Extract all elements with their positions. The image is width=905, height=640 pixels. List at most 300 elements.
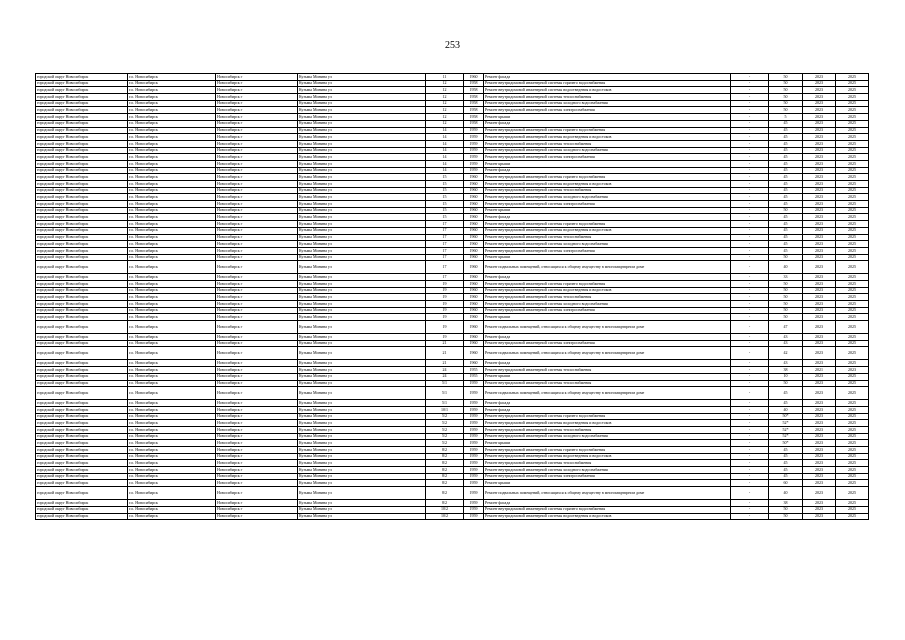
value-cell: 45 <box>769 227 803 234</box>
locality-cell: Новосибирск г <box>216 80 298 87</box>
build-year-cell: 1959 <box>464 160 484 167</box>
street-cell: Кузьмы Минина ул <box>298 420 426 427</box>
dash-cell: - <box>731 373 769 380</box>
table-row <box>36 420 869 427</box>
settlement-cell: г.о. Новосибирск <box>128 194 216 201</box>
settlement-cell: г.о. Новосибирск <box>128 413 216 420</box>
table-row <box>36 87 869 94</box>
locality-cell: Новосибирск г <box>216 194 298 201</box>
settlement-cell: г.о. Новосибирск <box>128 400 216 407</box>
build-year-cell: 1959 <box>464 387 484 400</box>
work-type-cell: Ремонт внутридомовой инженерной системы электроснабжения <box>484 154 731 161</box>
table-row <box>36 147 869 154</box>
table-row <box>36 301 869 308</box>
value-cell: 50* <box>769 413 803 420</box>
municipality-cell: городской округ Новосибирск <box>36 167 128 174</box>
build-year-cell: 1959 <box>464 500 484 507</box>
street-cell: Кузьмы Минина ул <box>298 426 426 433</box>
table-row <box>36 247 869 254</box>
table-row <box>36 400 869 407</box>
value-cell: 52* <box>769 433 803 440</box>
settlement-cell: г.о. Новосибирск <box>128 334 216 341</box>
table-row <box>36 467 869 474</box>
locality-cell: Новосибирск г <box>216 167 298 174</box>
municipality-cell: городской округ Новосибирск <box>36 127 128 134</box>
end-year-cell: 2025 <box>836 506 869 513</box>
dash-cell: - <box>731 487 769 500</box>
street-cell: Кузьмы Минина ул <box>298 120 426 127</box>
dash-cell: - <box>731 473 769 480</box>
end-year-cell: 2025 <box>836 100 869 107</box>
locality-cell: Новосибирск г <box>216 467 298 474</box>
build-year-cell: 1960 <box>464 207 484 214</box>
start-year-cell: 2023 <box>803 234 836 241</box>
table-row <box>36 367 869 374</box>
value-cell: 45 <box>769 120 803 127</box>
build-year-cell: 1960 <box>464 227 484 234</box>
work-type-cell: Ремонт внутридомовой инженерной системы электроснабжения <box>484 201 731 208</box>
build-year-cell: 1958 <box>464 107 484 114</box>
settlement-cell: г.о. Новосибирск <box>128 420 216 427</box>
locality-cell: Новосибирск г <box>216 147 298 154</box>
start-year-cell: 2023 <box>803 373 836 380</box>
end-year-cell: 2025 <box>836 80 869 87</box>
street-cell: Кузьмы Минина ул <box>298 380 426 387</box>
work-type-cell: Ремонт внутридомовой инженерной системы холодного водоснабжения <box>484 100 731 107</box>
street-cell: Кузьмы Минина ул <box>298 274 426 281</box>
work-type-cell: Ремонт фасада <box>484 360 731 367</box>
build-year-cell: 1960 <box>464 360 484 367</box>
dash-cell: - <box>731 127 769 134</box>
locality-cell: Новосибирск г <box>216 294 298 301</box>
dash-cell: - <box>731 114 769 121</box>
locality-cell: Новосибирск г <box>216 214 298 221</box>
street-cell: Кузьмы Минина ул <box>298 261 426 274</box>
house-number-cell: 19 <box>426 294 464 301</box>
work-type-cell: Ремонт внутридомовой инженерной системы электроснабжения <box>484 473 731 480</box>
table-row <box>36 207 869 214</box>
locality-cell: Новосибирск г <box>216 174 298 181</box>
house-number-cell: 10/2 <box>426 506 464 513</box>
locality-cell: Новосибирск г <box>216 74 298 81</box>
dash-cell: - <box>731 433 769 440</box>
build-year-cell: 1959 <box>464 400 484 407</box>
value-cell: 50 <box>769 80 803 87</box>
table-row <box>36 80 869 87</box>
end-year-cell: 2025 <box>836 254 869 261</box>
settlement-cell: г.о. Новосибирск <box>128 406 216 413</box>
value-cell: 60 <box>769 480 803 487</box>
build-year-cell: 1960 <box>464 214 484 221</box>
municipality-cell: городской округ Новосибирск <box>36 473 128 480</box>
locality-cell: Новосибирск г <box>216 94 298 101</box>
dash-cell: - <box>731 314 769 321</box>
street-cell: Кузьмы Минина ул <box>298 107 426 114</box>
locality-cell: Новосибирск г <box>216 287 298 294</box>
municipality-cell: городской округ Новосибирск <box>36 201 128 208</box>
settlement-cell: г.о. Новосибирск <box>128 174 216 181</box>
end-year-cell: 2023 <box>836 367 869 374</box>
start-year-cell: 2023 <box>803 307 836 314</box>
house-number-cell: 5/2 <box>426 413 464 420</box>
table-row <box>36 134 869 141</box>
build-year-cell: 1960 <box>464 307 484 314</box>
value-cell: 45 <box>769 201 803 208</box>
value-cell: 40 <box>769 406 803 413</box>
work-type-cell: Ремонт внутридомовой инженерной системы теплоснабжения <box>484 234 731 241</box>
value-cell: 50 <box>769 294 803 301</box>
settlement-cell: г.о. Новосибирск <box>128 340 216 347</box>
table-row <box>36 506 869 513</box>
locality-cell: Новосибирск г <box>216 447 298 454</box>
dash-cell: - <box>731 234 769 241</box>
end-year-cell: 2025 <box>836 280 869 287</box>
value-cell: 33 <box>769 274 803 281</box>
build-year-cell: 1959 <box>464 440 484 447</box>
table-row <box>36 221 869 228</box>
dash-cell: - <box>731 201 769 208</box>
municipality-cell: городской округ Новосибирск <box>36 254 128 261</box>
house-number-cell: 5/2 <box>426 440 464 447</box>
municipality-cell: городской округ Новосибирск <box>36 287 128 294</box>
locality-cell: Новосибирск г <box>216 500 298 507</box>
municipality-cell: городской округ Новосибирск <box>36 321 128 334</box>
work-type-cell: Ремонт внутридомовой инженерной системы горячего водоснабжения <box>484 127 731 134</box>
municipality-cell: городской округ Новосибирск <box>36 447 128 454</box>
locality-cell: Новосибирск г <box>216 387 298 400</box>
dash-cell: - <box>731 181 769 188</box>
locality-cell: Новосибирск г <box>216 154 298 161</box>
build-year-cell: 1958 <box>464 94 484 101</box>
locality-cell: Новосибирск г <box>216 360 298 367</box>
settlement-cell: г.о. Новосибирск <box>128 453 216 460</box>
table-row <box>36 214 869 221</box>
settlement-cell: г.о. Новосибирск <box>128 360 216 367</box>
table-row <box>36 473 869 480</box>
municipality-cell: городской округ Новосибирск <box>36 347 128 360</box>
start-year-cell: 2023 <box>803 207 836 214</box>
value-cell: 50 <box>769 87 803 94</box>
end-year-cell: 2025 <box>836 321 869 334</box>
municipality-cell: городской округ Новосибирск <box>36 460 128 467</box>
work-type-cell: Ремонт крыши <box>484 254 731 261</box>
street-cell: Кузьмы Минина ул <box>298 373 426 380</box>
start-year-cell: 2023 <box>803 406 836 413</box>
locality-cell: Новосибирск г <box>216 487 298 500</box>
build-year-cell: 1960 <box>464 321 484 334</box>
build-year-cell: 1960 <box>464 254 484 261</box>
locality-cell: Новосибирск г <box>216 420 298 427</box>
start-year-cell: 2023 <box>803 460 836 467</box>
end-year-cell: 2025 <box>836 440 869 447</box>
street-cell: Кузьмы Минина ул <box>298 201 426 208</box>
start-year-cell: 2023 <box>803 301 836 308</box>
settlement-cell: г.о. Новосибирск <box>128 247 216 254</box>
settlement-cell: г.о. Новосибирск <box>128 287 216 294</box>
dash-cell: - <box>731 287 769 294</box>
settlement-cell: г.о. Новосибирск <box>128 321 216 334</box>
table-row <box>36 280 869 287</box>
street-cell: Кузьмы Минина ул <box>298 500 426 507</box>
build-year-cell: 1959 <box>464 460 484 467</box>
dash-cell: - <box>731 194 769 201</box>
build-year-cell: 1959 <box>464 380 484 387</box>
start-year-cell: 2023 <box>803 340 836 347</box>
street-cell: Кузьмы Минина ул <box>298 447 426 454</box>
start-year-cell: 2023 <box>803 380 836 387</box>
start-year-cell: 2023 <box>803 261 836 274</box>
table-row <box>36 154 869 161</box>
settlement-cell: г.о. Новосибирск <box>128 473 216 480</box>
locality-cell: Новосибирск г <box>216 301 298 308</box>
house-number-cell: 15 <box>426 214 464 221</box>
settlement-cell: г.о. Новосибирск <box>128 433 216 440</box>
locality-cell: Новосибирск г <box>216 433 298 440</box>
municipality-cell: городской округ Новосибирск <box>36 294 128 301</box>
locality-cell: Новосибирск г <box>216 440 298 447</box>
municipality-cell: городской округ Новосибирск <box>36 181 128 188</box>
dash-cell: - <box>731 274 769 281</box>
end-year-cell: 2025 <box>836 433 869 440</box>
start-year-cell: 2023 <box>803 280 836 287</box>
value-cell: 38 <box>769 500 803 507</box>
municipality-cell: городской округ Новосибирск <box>36 367 128 374</box>
locality-cell: Новосибирск г <box>216 280 298 287</box>
end-year-cell: 2025 <box>836 301 869 308</box>
value-cell: 45 <box>769 127 803 134</box>
settlement-cell: г.о. Новосибирск <box>128 500 216 507</box>
table-row <box>36 500 869 507</box>
work-type-cell: Ремонт крыши <box>484 480 731 487</box>
street-cell: Кузьмы Минина ул <box>298 87 426 94</box>
build-year-cell: 1959 <box>464 134 484 141</box>
house-number-cell: 11 <box>426 74 464 81</box>
end-year-cell: 2025 <box>836 314 869 321</box>
work-type-cell: Ремонт фасада <box>484 334 731 341</box>
settlement-cell: г.о. Новосибирск <box>128 440 216 447</box>
table-body <box>36 74 869 520</box>
work-type-cell: Ремонт крыши <box>484 160 731 167</box>
end-year-cell: 2025 <box>836 201 869 208</box>
locality-cell: Новосибирск г <box>216 340 298 347</box>
dash-cell: - <box>731 513 769 520</box>
table-row <box>36 480 869 487</box>
end-year-cell: 2025 <box>836 87 869 94</box>
work-type-cell: Ремонт внутридомовой инженерной системы горячего водоснабжения <box>484 506 731 513</box>
work-type-cell: Ремонт подвальных помещений, относящихся к общему имуществу в многоквартирном доме <box>484 487 731 500</box>
build-year-cell: 1959 <box>464 406 484 413</box>
house-number-cell: 19 <box>426 307 464 314</box>
value-cell: 50 <box>769 107 803 114</box>
build-year-cell: 1959 <box>464 420 484 427</box>
dash-cell: - <box>731 400 769 407</box>
settlement-cell: г.о. Новосибирск <box>128 280 216 287</box>
start-year-cell: 2023 <box>803 227 836 234</box>
house-number-cell: 12 <box>426 94 464 101</box>
street-cell: Кузьмы Минина ул <box>298 181 426 188</box>
locality-cell: Новосибирск г <box>216 241 298 248</box>
municipality-cell: городской округ Новосибирск <box>36 174 128 181</box>
value-cell: 43 <box>769 360 803 367</box>
municipality-cell: городской округ Новосибирск <box>36 506 128 513</box>
dash-cell: - <box>731 294 769 301</box>
start-year-cell: 2023 <box>803 440 836 447</box>
house-number-cell: 8/2 <box>426 467 464 474</box>
value-cell: 45 <box>769 387 803 400</box>
house-number-cell: 17 <box>426 274 464 281</box>
street-cell: Кузьмы Минина ул <box>298 506 426 513</box>
house-number-cell: 17 <box>426 261 464 274</box>
work-type-cell: Ремонт внутридомовой инженерной системы горячего водоснабжения <box>484 174 731 181</box>
settlement-cell: г.о. Новосибирск <box>128 373 216 380</box>
start-year-cell: 2023 <box>803 154 836 161</box>
work-type-cell: Ремонт крыши <box>484 314 731 321</box>
work-type-cell: Ремонт фасада <box>484 167 731 174</box>
house-number-cell: 14 <box>426 154 464 161</box>
locality-cell: Новосибирск г <box>216 413 298 420</box>
street-cell: Кузьмы Минина ул <box>298 174 426 181</box>
start-year-cell: 2023 <box>803 294 836 301</box>
end-year-cell: 2025 <box>836 274 869 281</box>
table-row <box>36 340 869 347</box>
build-year-cell: 1959 <box>464 147 484 154</box>
municipality-cell: городской округ Новосибирск <box>36 380 128 387</box>
value-cell: 38 <box>769 367 803 374</box>
table-row <box>36 321 869 334</box>
build-year-cell: 1958 <box>464 87 484 94</box>
table-row <box>36 413 869 420</box>
work-type-cell: Ремонт крыши <box>484 114 731 121</box>
start-year-cell: 2023 <box>803 120 836 127</box>
value-cell: 50 <box>769 314 803 321</box>
table-row <box>36 314 869 321</box>
settlement-cell: г.о. Новосибирск <box>128 187 216 194</box>
locality-cell: Новосибирск г <box>216 334 298 341</box>
value-cell: 42 <box>769 347 803 360</box>
work-type-cell: Ремонт внутридомовой инженерной системы горячего водоснабжения <box>484 221 731 228</box>
municipality-cell: городской округ Новосибирск <box>36 87 128 94</box>
house-number-cell: 5/2 <box>426 433 464 440</box>
municipality-cell: городской округ Новосибирск <box>36 480 128 487</box>
value-cell: 45 <box>769 167 803 174</box>
settlement-cell: г.о. Новосибирск <box>128 87 216 94</box>
settlement-cell: г.о. Новосибирск <box>128 107 216 114</box>
municipality-cell: городской округ Новосибирск <box>36 426 128 433</box>
house-number-cell: 17 <box>426 234 464 241</box>
end-year-cell: 2025 <box>836 513 869 520</box>
street-cell: Кузьмы Минина ул <box>298 467 426 474</box>
settlement-cell: г.о. Новосибирск <box>128 387 216 400</box>
street-cell: Кузьмы Минина ул <box>298 387 426 400</box>
end-year-cell: 2025 <box>836 413 869 420</box>
street-cell: Кузьмы Минина ул <box>298 334 426 341</box>
build-year-cell: 1958 <box>464 114 484 121</box>
street-cell: Кузьмы Минина ул <box>298 433 426 440</box>
value-cell: 45 <box>769 181 803 188</box>
table-row <box>36 380 869 387</box>
dash-cell: - <box>731 413 769 420</box>
municipality-cell: городской округ Новосибирск <box>36 467 128 474</box>
build-year-cell: 1960 <box>464 201 484 208</box>
locality-cell: Новосибирск г <box>216 140 298 147</box>
work-type-cell: Ремонт внутридомовой инженерной системы теплоснабжения <box>484 294 731 301</box>
street-cell: Кузьмы Минина ул <box>298 367 426 374</box>
settlement-cell: г.о. Новосибирск <box>128 480 216 487</box>
work-type-cell: Ремонт крыши <box>484 207 731 214</box>
settlement-cell: г.о. Новосибирск <box>128 134 216 141</box>
start-year-cell: 2023 <box>803 254 836 261</box>
dash-cell: - <box>731 87 769 94</box>
house-number-cell: 8/2 <box>426 487 464 500</box>
work-type-cell: Ремонт внутридомовой инженерной системы горячего водоснабжения <box>484 413 731 420</box>
settlement-cell: г.о. Новосибирск <box>128 487 216 500</box>
value-cell: 45 <box>769 447 803 454</box>
house-number-cell: 14 <box>426 140 464 147</box>
table-row <box>36 114 869 121</box>
settlement-cell: г.о. Новосибирск <box>128 380 216 387</box>
locality-cell: Новосибирск г <box>216 261 298 274</box>
start-year-cell: 2023 <box>803 487 836 500</box>
municipality-cell: городской округ Новосибирск <box>36 400 128 407</box>
street-cell: Кузьмы Минина ул <box>298 413 426 420</box>
dash-cell: - <box>731 406 769 413</box>
value-cell: 52* <box>769 420 803 427</box>
start-year-cell: 2023 <box>803 387 836 400</box>
end-year-cell: 2025 <box>836 347 869 360</box>
end-year-cell: 2025 <box>836 147 869 154</box>
dash-cell: - <box>731 307 769 314</box>
dash-cell: - <box>731 467 769 474</box>
settlement-cell: г.о. Новосибирск <box>128 367 216 374</box>
build-year-cell: 1960 <box>464 340 484 347</box>
table-row <box>36 287 869 294</box>
street-cell: Кузьмы Минина ул <box>298 513 426 520</box>
value-cell: 50 <box>769 254 803 261</box>
build-year-cell: 1955 <box>464 373 484 380</box>
build-year-cell: 1959 <box>464 433 484 440</box>
dash-cell: - <box>731 167 769 174</box>
dash-cell: - <box>731 480 769 487</box>
house-number-cell: 8/2 <box>426 473 464 480</box>
municipality-cell: городской округ Новосибирск <box>36 307 128 314</box>
settlement-cell: г.о. Новосибирск <box>128 447 216 454</box>
house-number-cell: 17 <box>426 247 464 254</box>
municipality-cell: городской округ Новосибирск <box>36 274 128 281</box>
settlement-cell: г.о. Новосибирск <box>128 94 216 101</box>
locality-cell: Новосибирск г <box>216 460 298 467</box>
house-number-cell: 10/1 <box>426 406 464 413</box>
end-year-cell: 2025 <box>836 473 869 480</box>
settlement-cell: г.о. Новосибирск <box>128 261 216 274</box>
settlement-cell: г.о. Новосибирск <box>128 274 216 281</box>
value-cell: 45 <box>769 453 803 460</box>
start-year-cell: 2023 <box>803 100 836 107</box>
end-year-cell: 2025 <box>836 500 869 507</box>
locality-cell: Новосибирск г <box>216 114 298 121</box>
start-year-cell: 2023 <box>803 500 836 507</box>
value-cell: 50 <box>769 506 803 513</box>
work-type-cell: Ремонт внутридомовой инженерной системы теплоснабжения <box>484 94 731 101</box>
table-row <box>36 127 869 134</box>
start-year-cell: 2023 <box>803 467 836 474</box>
municipality-cell: городской округ Новосибирск <box>36 107 128 114</box>
build-year-cell: 1959 <box>464 453 484 460</box>
locality-cell: Новосибирск г <box>216 247 298 254</box>
house-number-cell: 8/2 <box>426 447 464 454</box>
dash-cell: - <box>731 74 769 81</box>
table-row <box>36 107 869 114</box>
dash-cell: - <box>731 301 769 308</box>
